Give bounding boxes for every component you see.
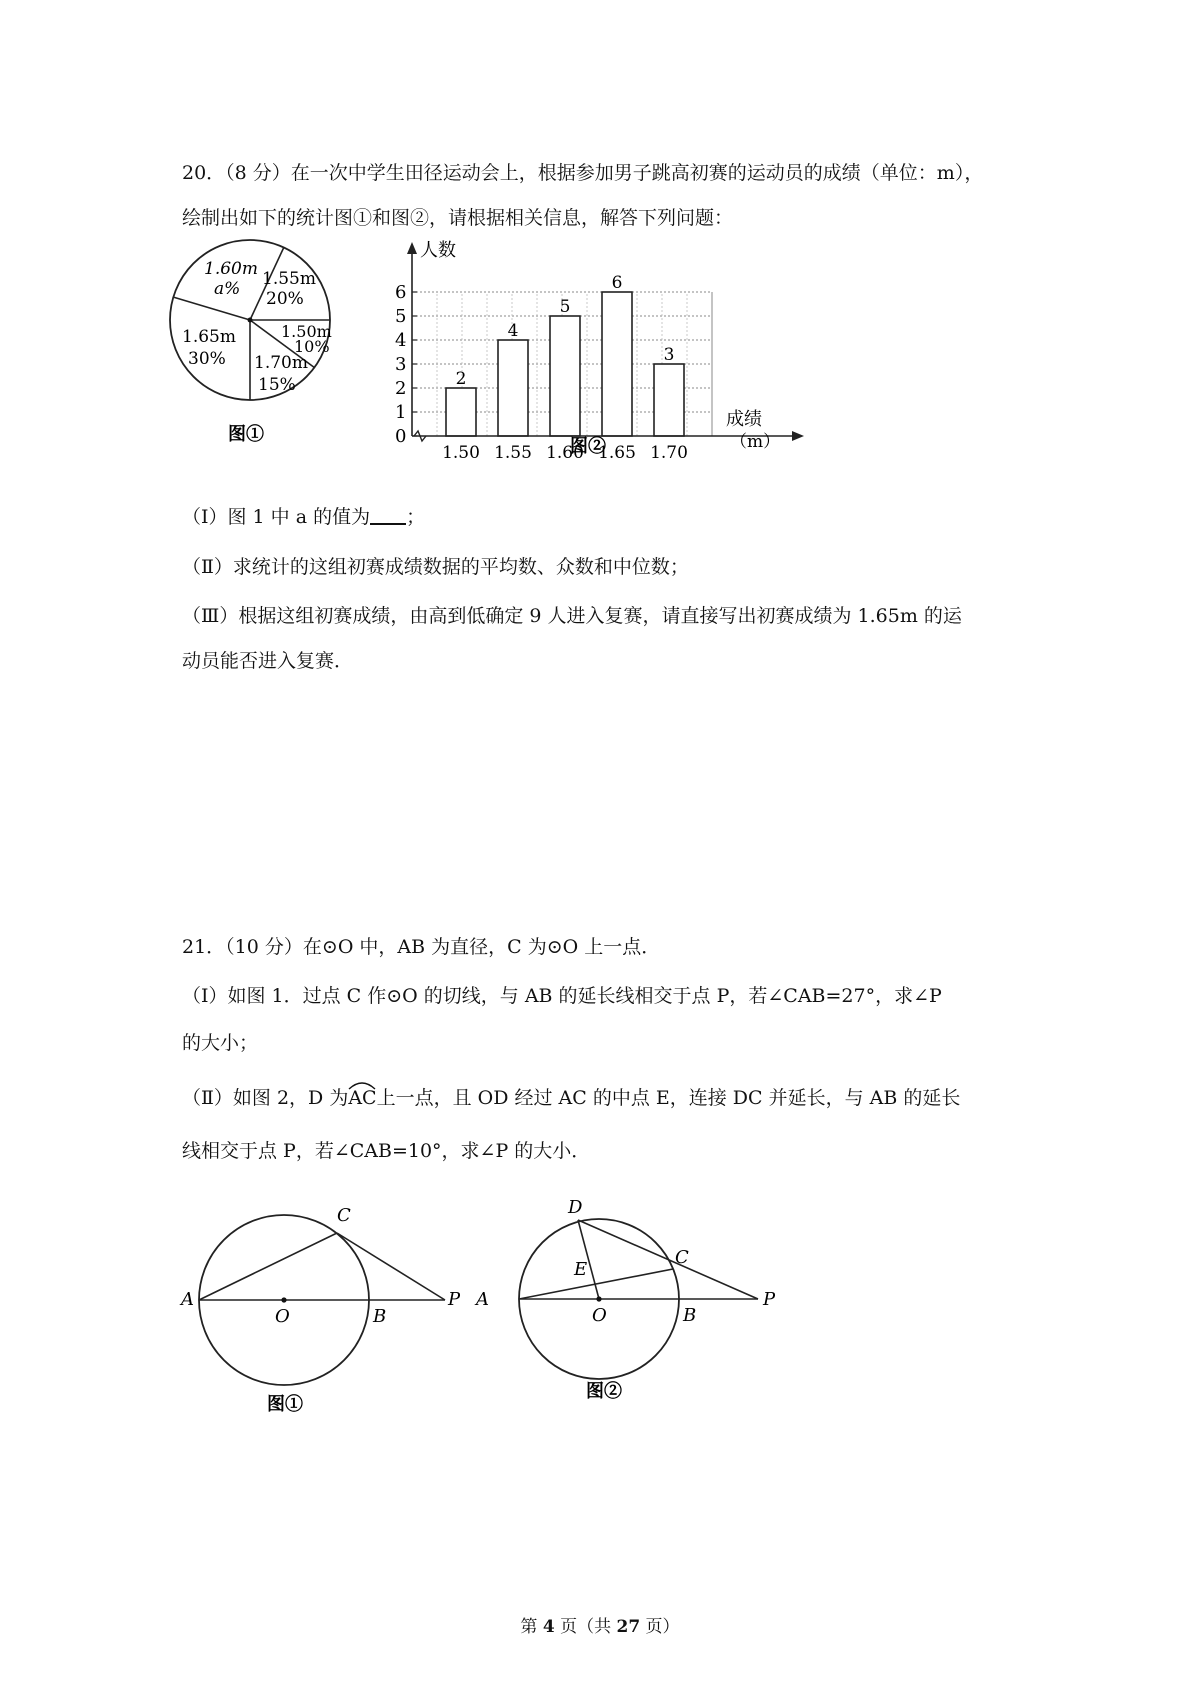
arc-ac-label: AC (348, 1087, 377, 1109)
pie-pct-15: 15% (258, 375, 296, 395)
center-dot (281, 1297, 286, 1302)
q20-line2: 绘制出如下的统计图①和图②，请根据相关信息，解答下列问题： (182, 207, 734, 229)
bar-y-tick-label: 3 (395, 354, 407, 375)
geo-fig1-label: 图① (267, 1394, 303, 1415)
bar-value-label: 5 (559, 297, 571, 317)
point-p-2: P (763, 1289, 776, 1310)
pie-label-1-50: 1.50m (281, 322, 332, 341)
pie-center-dot (248, 318, 253, 323)
footer-mid: 页（共 (554, 1617, 617, 1637)
segment-ac-2 (519, 1269, 673, 1299)
bar-y-tick-label: 0 (395, 426, 407, 447)
bar-value-label: 2 (455, 369, 467, 389)
pie-label-1-70: 1.70m (254, 353, 308, 373)
bar (446, 388, 476, 436)
point-p: P (448, 1289, 461, 1310)
bar-y-tick-label: 2 (395, 378, 407, 399)
bar-x-tick-label: 1.70 (650, 443, 688, 463)
geometry-figure-2 (476, 1185, 780, 1415)
pie-chart (170, 240, 360, 460)
q20-part1 (182, 504, 425, 530)
bar-y-tick-label: 1 (395, 402, 407, 423)
q20-part1-text: （Ⅰ）图 1 中 a 的值为 (182, 506, 371, 528)
bar-value-label: 3 (663, 345, 675, 365)
q20-line1: 20．（8 分）在一次中学生田径运动会上，根据参加男子跳高初赛的运动员的成绩（单位：m）， (182, 162, 984, 184)
pie-pct-a: a% (214, 279, 241, 299)
q21-part2-line1 (182, 1085, 960, 1111)
bar-y-tick-label: 5 (395, 306, 407, 327)
point-a-2: A (476, 1289, 489, 1310)
pie-label-1-65: 1.65m (182, 327, 236, 347)
point-c-2: C (675, 1247, 689, 1268)
footer-page-number: 4 (542, 1617, 555, 1637)
bar-x-label: 成绩 (726, 409, 762, 430)
bar (602, 292, 632, 436)
segment-dp (578, 1220, 758, 1299)
point-e: E (574, 1259, 588, 1280)
q20-part3-line2: 动员能否进入复赛． (182, 650, 354, 672)
arc-ac (348, 1085, 376, 1111)
bar-chart (390, 240, 850, 490)
bar-y-arrow (407, 242, 417, 254)
fig2-label: 图② (570, 436, 606, 457)
bar-y-label: 人数 (420, 240, 456, 261)
point-b-2: B (683, 1305, 697, 1326)
geo-fig2-label: 图② (586, 1381, 622, 1402)
q20-part2: （Ⅱ）求统计的这组初赛成绩数据的平均数、众数和中位数； (182, 556, 689, 578)
bar-y-tick-label: 6 (395, 282, 407, 303)
footer-post: 页） (640, 1617, 680, 1637)
arc-mark-icon (347, 1080, 377, 1090)
q20-part1-end: ； (406, 506, 426, 528)
pie-pct-30: 30% (188, 349, 226, 369)
answer-blank[interactable] (370, 505, 406, 525)
pie-divider-5 (173, 297, 250, 320)
fig1-label: 图① (228, 424, 264, 445)
q21-line1: 21．（10 分）在⊙O 中，AB 为直径，C 为⊙O 上一点． (182, 936, 661, 958)
q20-part3-line1: （Ⅲ）根据这组初赛成绩，由高到低确定 9 人进入复赛，请直接写出初赛成绩为 1.65m 的运 (182, 605, 962, 627)
bar (654, 364, 684, 436)
bar-x-arrow (792, 431, 804, 441)
bar-x-tick-label: 1.50 (442, 443, 480, 463)
point-c: C (337, 1205, 351, 1226)
q21-part2-rest: 上一点，且 OD 经过 AC 的中点 E，连接 DC 并延长，与 AB 的延长 (376, 1087, 961, 1109)
bar-x-tick-label: 1.55 (494, 443, 532, 463)
point-o-2: O (592, 1305, 607, 1326)
bar-y-ticks (395, 282, 417, 447)
q21-part1-line2: 的大小； (182, 1032, 259, 1054)
point-o: O (275, 1306, 290, 1327)
q21-part1-line1: （Ⅰ）如图 1．过点 C 作⊙O 的切线，与 AB 的延长线相交于点 P，若∠CAB=27°，求∠P (182, 985, 942, 1007)
footer-pre: 第 (520, 1617, 543, 1637)
bar (498, 340, 528, 436)
q21-part2-start: （Ⅱ）如图 2，D 为 (182, 1087, 349, 1109)
point-a: A (181, 1289, 194, 1310)
tangent-cp (337, 1233, 445, 1300)
bar (550, 316, 580, 436)
bar-x-ticks (442, 443, 688, 463)
pie-pct-20: 20% (266, 289, 304, 309)
bar-x-tick-label: 1.60 (546, 443, 584, 463)
bar-value-label: 4 (507, 321, 519, 341)
bar-x-unit: （m） (730, 432, 781, 452)
pie-pct-10: 10% (294, 337, 330, 356)
point-b: B (373, 1306, 387, 1327)
pie-label-1-60: 1.60m (204, 259, 258, 279)
center-dot-2 (596, 1296, 601, 1301)
bar-value-label: 6 (611, 273, 623, 293)
bar-y-tick-label: 4 (395, 330, 407, 351)
footer-total-pages: 27 (616, 1617, 641, 1637)
geometry-figure-1 (175, 1185, 475, 1415)
point-d: D (568, 1197, 583, 1218)
bar-x-tick-label: 1.65 (598, 443, 636, 463)
pie-label-1-55: 1.55m (262, 269, 316, 289)
page-footer (0, 1612, 1200, 1637)
q21-part2-line2: 线相交于点 P，若∠CAB=10°，求∠P 的大小． (182, 1140, 591, 1162)
